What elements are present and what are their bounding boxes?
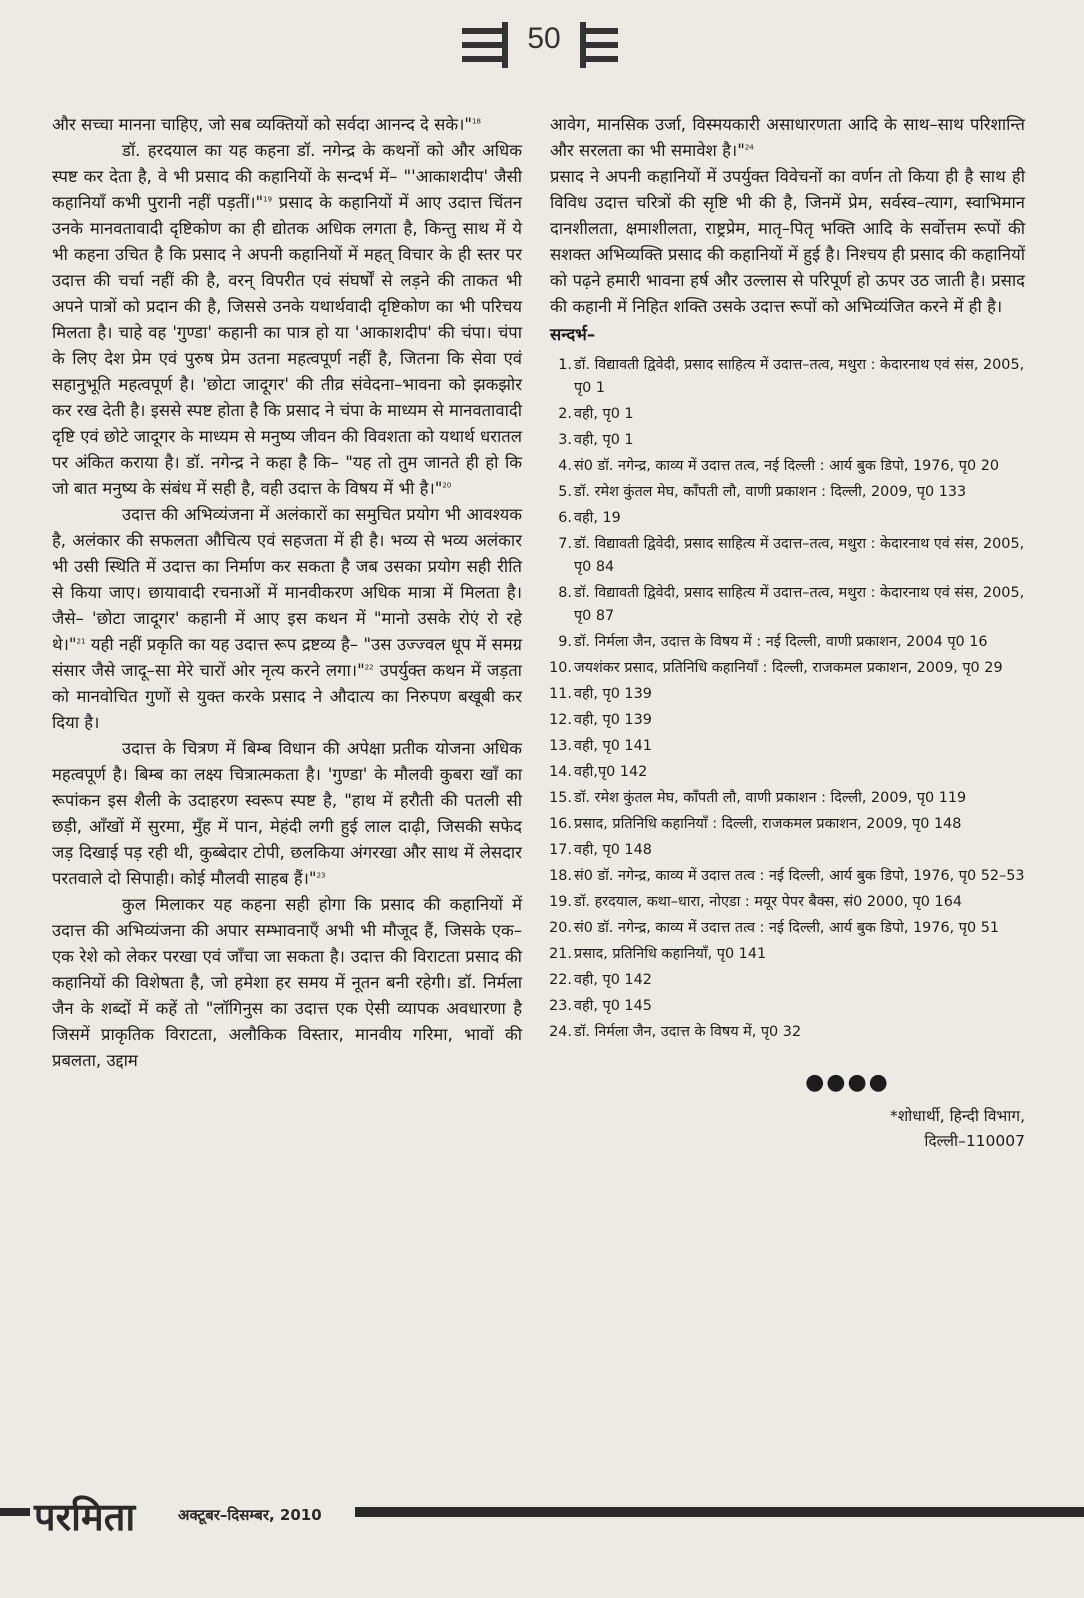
reference-number: 4. [558, 458, 572, 474]
reference-item [550, 735, 1025, 758]
footnote-marker: 20 [442, 481, 452, 490]
reference-number: 14. [549, 764, 572, 780]
reference-text: सं0 डॉ. नगेन्द्र, काव्य में उदात्त तत्व, नई दिल्ली : आर्य बुक डिपो, 1976, पृ0 20 [574, 458, 1000, 474]
reference-number: 23. [549, 998, 572, 1014]
references-heading: सन्दर्भ– [550, 325, 596, 344]
reference-text: वही, पृ0 142 [574, 972, 652, 988]
reference-number: 7. [558, 536, 572, 552]
reference-item [550, 354, 1025, 400]
reference-text: वही, पृ0 1 [574, 406, 634, 422]
reference-item [550, 631, 1025, 654]
reference-item [550, 657, 1025, 680]
reference-text: वही, पृ0 145 [574, 998, 652, 1014]
footer-rule-right [355, 1507, 1084, 1517]
paragraph: डॉ. हरदयाल का यह कहना डॉ. नगेन्द्र के कथनों को और अधिक स्पष्ट कर देता है, वे भी प्रसाद की कहानियों के सन्दर्भ में– "'आकाशदीप' जैसी कहानियाँ कभी पुरानी नहीं पड़तीं।"$^{19}$ प्रसाद के कहानियों में आए उदात्त चिंतन उनके मानवतावादी दृष्टिकोण का ही द्योतक अधिक लगता है, किन्तु साथ में ये भी कहना उचित है कि प्रसाद ने अपनी कहानियों में महत् विचार के ही स्तर पर उदात्त की चर्चा नहीं की है, वरन् विपरीत एवं संघर्षों से लड़ने की ताकत भी अपने पात्रों को प्रदान की है, जिससे उनके यथार्थवादी दृष्टिकोण का भी परिचय मिलता है। चाहे वह 'गुण्डा' कहानी का पात्र हो या 'आकाशदीप' की चंपा। चंपा के लिए देश प्रेम एवं पुरुष प्रेम उतना महत्वपूर्ण नहीं है, जितना कि सेवा एवं सहानुभूति महत्वपूर्ण है। 'छोटा जादूगर' की तीव्र संवेदना–भावना को झकझोर कर रख देती है। इससे स्पष्ट होता है कि प्रसाद ने चंपा के माध्यम से मानवतावादी दृष्टि एवं छोटे जादूगर के माध्यम से मनुष्य जीवन की विवशता को यथार्थ धरातल पर अंकित कराया है। डॉ. नगेन्द्र ने कहा है कि– "यह तो तुम जानते ही हो कि जो बात मनुष्य के संबंध में सही है, वही उदात्त के विषय में भी है।"$^{20}$ [52, 141, 522, 498]
reference-number: 11. [549, 686, 572, 702]
reference-number: 13. [549, 738, 572, 754]
affiliation-line: *शोधार्थी, हिन्दी विभाग, [889, 1107, 1025, 1125]
page-number-ornament [462, 18, 622, 74]
reference-item [550, 403, 1025, 426]
reference-item [550, 1021, 1025, 1044]
reference-item [550, 891, 1025, 914]
reference-number: 19. [549, 894, 572, 910]
paragraph: कुल मिलाकर यह कहना सही होगा कि प्रसाद की कहानियों में उदात्त की अभिव्यंजना की अपार सम्भावनाएँ अभी भी मौजूद हैं, जिसके एक–एक रेशे को लेकर परखा एवं जाँचा जा सकता है। उदात्त की विराटता प्रसाद की कहानियों की विशेषता है, जो हमेशा हर समय में नूतन बनी रहेगी। डॉ. निर्मला जैन के शब्दों में कहें तो "लॉगिनुस का उदात्त एक ऐसी व्यापक अवधारणा है जिसमें प्राकृतिक विराटता, अलौकिक विस्तार, मानवीय गरिमा, भावों की प्रबलता, उद्दाम [52, 895, 522, 1070]
reference-number: 1. [558, 357, 572, 373]
footnote-marker: 22 [364, 663, 374, 672]
paragraph: आवेग, मानसिक उर्जा, विस्मयकारी असाधारणता आदि के साथ–साथ परिशान्ति और सरलता का भी समावेश है।"$^{24}$ [550, 115, 1025, 160]
reference-number: 2. [558, 406, 572, 422]
reference-item [550, 709, 1025, 732]
page-number: 50 [527, 22, 561, 55]
reference-number: 16. [549, 816, 572, 832]
left-column [52, 112, 522, 1074]
reference-text: सं0 डॉ. नगेन्द्र, काव्य में उदात्त तत्व : नई दिल्ली, आर्य बुक डिपो, 1976, पृ0 52–53 [574, 868, 1025, 884]
reference-number: 8. [558, 585, 572, 601]
reference-number: 5. [558, 484, 572, 500]
paragraph: उदात्त के चित्रण में बिम्ब विधान की अपेक्षा प्रतीक योजना अधिक महत्वपूर्ण है। बिम्ब का लक्ष्य चित्रात्मकता है। 'गुण्डा' के मौलवी कुबरा खाँ का रूपांकन इस शैली के उदाहरण स्वरूप स्पष्ट है, "हाथ में हरौती की पतली सी छड़ी, आँखों में सुरमा, मुँह में पान, मेहंदी लगी हुई लाल दाढ़ी, जिसकी सफेद जड़ दिखाई पड़ रही थी, कुब्बेदार टोपी, छलकिया अंगरखा और साथ में लेसदार परतवाले दो सिपाही। कोई मौलवी साहब हैं।"$^{23}$ [52, 739, 522, 888]
reference-item [550, 429, 1025, 452]
reference-item [550, 787, 1025, 810]
reference-text: वही, 19 [574, 510, 621, 526]
reference-item [550, 917, 1025, 940]
footnote-marker: 24 [744, 143, 754, 152]
reference-item [550, 839, 1025, 862]
reference-item [550, 943, 1025, 966]
reference-number: 10. [549, 660, 572, 676]
reference-item [550, 507, 1025, 530]
issue-date: अक्टूबर–दिसम्बर, 2010 [178, 1506, 322, 1524]
reference-item [550, 481, 1025, 504]
reference-text: डॉ. निर्मला जैन, उदात्त के विषय में : नई दिल्ली, वाणी प्रकाशन, 2004 पृ0 16 [574, 634, 988, 650]
reference-number: 15. [549, 790, 572, 806]
reference-text: डॉ. रमेश कुंतल मेघ, कॉंपती लौ, वाणी प्रकाशन : दिल्ली, 2009, पृ0 119 [574, 790, 967, 806]
reference-number: 22. [549, 972, 572, 988]
reference-number: 9. [558, 634, 572, 650]
reference-item [550, 533, 1025, 579]
footnote-marker: 23 [316, 871, 326, 880]
reference-text: वही, पृ0 139 [574, 712, 652, 728]
reference-text: डॉ. विद्यावती द्विवेदी, प्रसाद साहित्य में उदात्त–तत्व, मथुरा : केदारनाथ एवं संस, 2005, पृ0 87 [574, 585, 1025, 624]
reference-text: डॉ. विद्यावती द्विवेदी, प्रसाद साहित्य में उदात्त–तत्व, मथुरा : केदारनाथ एवं संस, 2005, पृ0 84 [574, 536, 1025, 575]
footnote-marker: 19 [263, 195, 273, 204]
reference-item [550, 683, 1025, 706]
author-affiliation [550, 1104, 1025, 1154]
paragraph: उदात्त की अभिव्यंजना में अलंकारों का समुचित प्रयोग भी आवश्यक है, अलंकार की सफलता औचित्य एवं सहजता में ही है। भव्य से भव्य अलंकार भी उसी स्थिति में उदात्त का निर्माण कर सकता है जब उसका प्रयोग सही रीति से किया जाए। छायावादी रचनाओं में मानवीकरण अधिक मात्रा में मिलता है। जैसे– 'छोटा जादूगर' कहानी में आए इस कथन में "मानो उसके रोएं रो रहे थे।"$^{21}$ यही नहीं प्रकृति का यह उदात्त रूप द्रष्टव्य है– "उस उज्ज्वल धूप में समग्र संसार जैसे जादू–सा मेरे चारों ओर नृत्य करने लगा।"$^{22}$ उपर्युक्त कथन में जड़ता को मानवोचित गुणों से युक्त करके प्रसाद ने औदात्य का निरुपण बखूबी कर दिया है। [52, 505, 522, 732]
separator-dots: ●●●● [805, 1070, 890, 1095]
reference-number: 6. [558, 510, 572, 526]
reference-number: 21. [549, 946, 572, 962]
affiliation-line: दिल्ली–110007 [924, 1132, 1025, 1150]
reference-item [550, 582, 1025, 628]
reference-text: वही,पृ0 142 [574, 764, 648, 780]
reference-text: डॉ. विद्यावती द्विवेदी, प्रसाद साहित्य में उदात्त–तत्व, मथुरा : केदारनाथ एवं संस, 2005, पृ0 1 [574, 357, 1025, 396]
reference-item [550, 995, 1025, 1018]
reference-number: 20. [549, 920, 572, 936]
paragraph: और सच्चा मानना चाहिए, जो सब व्यक्तियों को सर्वदा आनन्द दे सके।"$^{18}$ [52, 115, 481, 134]
reference-number: 3. [558, 432, 572, 448]
reference-text: जयशंकर प्रसाद, प्रतिनिधि कहानियाँ : दिल्ली, राजकमल प्रकाशन, 2009, पृ0 29 [574, 660, 1003, 676]
reference-text: प्रसाद, प्रतिनिधि कहानियाँ : दिल्ली, राजकमल प्रकाशन, 2009, पृ0 148 [574, 816, 962, 832]
references-list [550, 354, 1025, 1044]
reference-item [550, 969, 1025, 992]
reference-text: डॉ. हरदयाल, कथा–धारा, नोएडा : मयूर पेपर बैक्स, सं0 2000, पृ0 164 [574, 894, 962, 910]
reference-item [550, 865, 1025, 888]
footer-rule-left [0, 1508, 30, 1516]
reference-text: डॉ. रमेश कुंतल मेघ, कॉंपती लौ, वाणी प्रकाशन : दिल्ली, 2009, पृ0 133 [574, 484, 967, 500]
magazine-title: परमिता [34, 1495, 136, 1539]
reference-text: प्रसाद, प्रतिनिधि कहानियाँ, पृ0 141 [574, 946, 767, 962]
paragraph: प्रसाद ने अपनी कहानियों में उपर्युक्त विवेचनों का वर्णन तो किया ही है साथ ही विविध उदात्त चरित्रों की सृष्टि भी की है, जिनमें प्रेम, सर्वस्व–त्याग, स्वाभिमान दानशीलता, क्षमाशीलता, राष्ट्रप्रेम, मातृ–पितृ भक्ति आदि के सर्वोत्तम रूपों की सशक्त अभिव्यक्ति प्रसाद की कहानियों में हुई है। निश्चय ही प्रसाद की कहानियों को पढ़ने हमारी भावना हर्ष और उल्लास से परिपूर्ण हो ऊपर उठ जाती है। प्रसाद की कहानी में निहित शक्ति उसके उदात्त रूपों को अभिव्यंजित करने में ही है। [550, 167, 1025, 316]
reference-text: डॉ. निर्मला जैन, उदात्त के विषय में, पृ0 32 [574, 1024, 802, 1040]
reference-text: वही, पृ0 1 [574, 432, 634, 448]
reference-item [550, 761, 1025, 784]
reference-text: वही, पृ0 139 [574, 686, 652, 702]
footnote-marker: 18 [472, 117, 481, 126]
reference-number: 24. [549, 1024, 572, 1040]
reference-item [550, 455, 1025, 478]
right-column [550, 112, 1025, 1154]
reference-text: वही, पृ0 148 [574, 842, 652, 858]
reference-number: 18. [549, 868, 572, 884]
reference-text: वही, पृ0 141 [574, 738, 652, 754]
reference-text: सं0 डॉ. नगेन्द्र, काव्य में उदात्त तत्व : नई दिल्ली, आर्य बुक डिपो, 1976, पृ0 51 [574, 920, 1000, 936]
reference-number: 17. [549, 842, 572, 858]
reference-number: 12. [549, 712, 572, 728]
footnote-marker: 21 [76, 637, 86, 646]
reference-item [550, 813, 1025, 836]
